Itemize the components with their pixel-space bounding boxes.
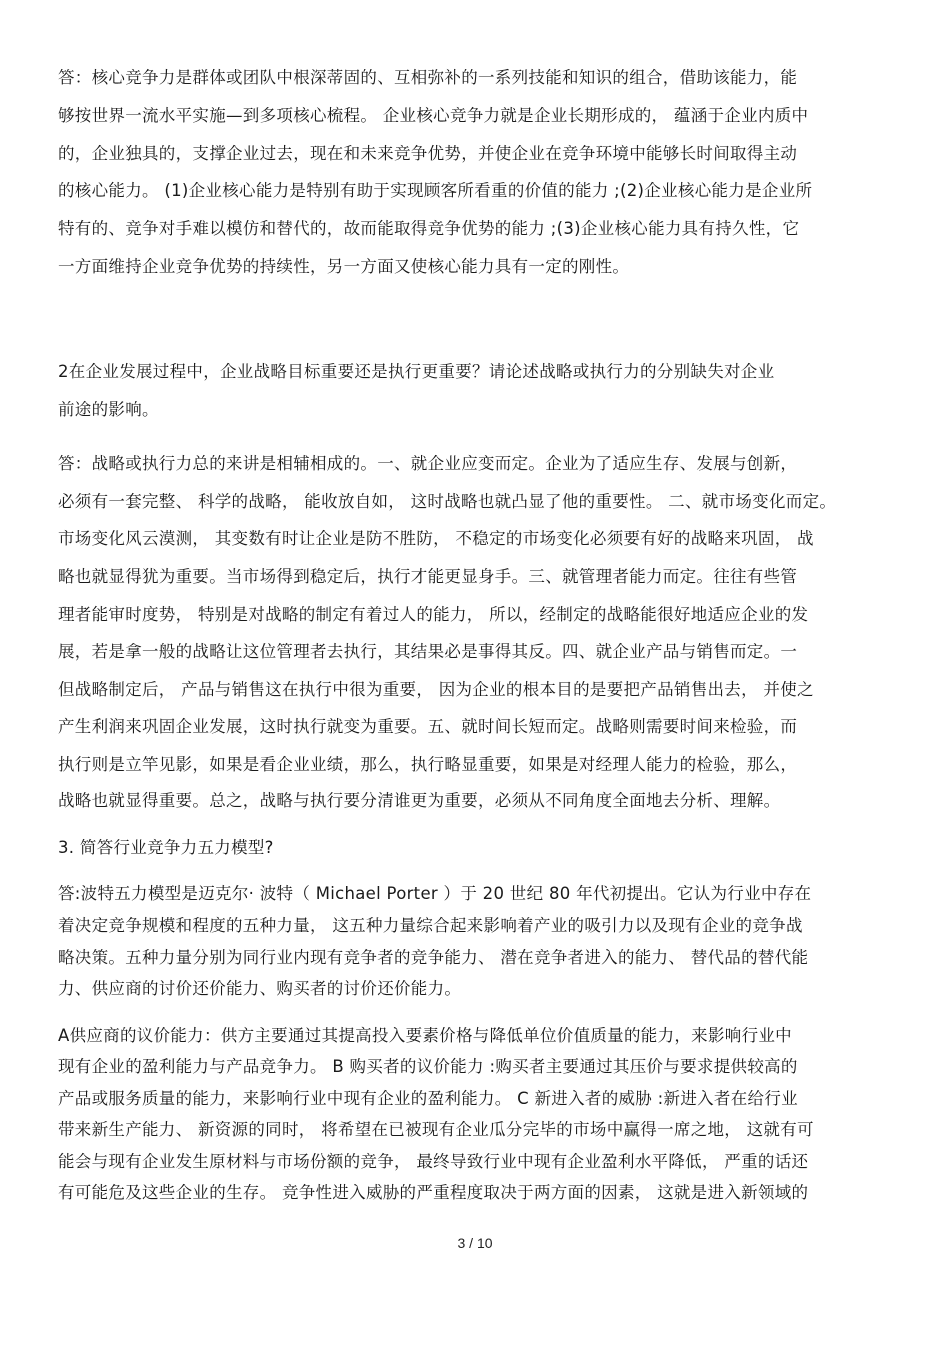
paragraph-line: A供应商的议价能力：供方主要通过其提高投入要素价格与降低单位价值质量的能力，来影响行业中 bbox=[58, 1026, 792, 1045]
paragraph-line: 必须有一套完整、 科学的战略， 能收放自如， 这时战略也就凸显了他的重要性。 二、就市场变化而定。 bbox=[58, 492, 837, 511]
paragraph-line: 略也就显得犹为重要。当市场得到稳定后，执行才能更显身手。三、就管理者能力而定。往往有些管 bbox=[58, 567, 798, 586]
paragraph-line: 理者能审时度势， 特别是对战略的制定有着过人的能力， 所以，经制定的战略能很好地适应企业的发 bbox=[58, 605, 809, 624]
paragraph-line: 产品或服务质量的能力，来影响行业中现有企业的盈利能力。 C 新进入者的威胁 :新进入者在给行业 bbox=[58, 1089, 798, 1108]
paragraph-line: 的，企业独具的，支撑企业过去，现在和未来竞争优势，并使企业在竞争环境中能够长时间取得主动 bbox=[58, 144, 798, 163]
page-indicator: 3 / 10 bbox=[457, 1235, 493, 1251]
paragraph-line: 特有的、竞争对手难以模仿和替代的，故而能取得竞争优势的能力 ;(3)企业核心能力具有持久性，它 bbox=[58, 219, 800, 238]
paragraph-line: 答：战略或执行力总的来讲是相辅相成的。一、就企业应变而定。企业为了适应生存、发展与创新， bbox=[58, 454, 798, 473]
question-line: 3. 简答行业竞争力五力模型? bbox=[58, 838, 274, 857]
paragraph-line: 带来新生产能力、 新资源的同时， 将希望在已被现有企业瓜分完毕的市场中赢得一席之地， 这就有可 bbox=[58, 1120, 814, 1139]
paragraph-line: 产生利润来巩固企业发展，这时执行就变为重要。五、就时间长短而定。战略则需要时间来检验，而 bbox=[58, 717, 798, 736]
paragraph-line: 的核心能力。 (1)企业核心能力是特别有助于实现顾客所看重的价值的能力 ;(2)企业核心能力是企业所 bbox=[58, 181, 813, 200]
paragraph-line: 略决策。五种力量分别为同行业内现有竞争者的竞争能力、 潜在竞争者进入的能力、 替代品的替代能 bbox=[58, 948, 809, 967]
paragraph-line: 战略也就显得重要。总之，战略与执行要分清谁更为重要，必须从不同角度全面地去分析、理解。 bbox=[58, 791, 781, 810]
paragraph-line: 力、供应商的讨价还价能力、购买者的讨价还价能力。 bbox=[58, 979, 462, 998]
paragraph-line: 一方面维持企业竞争优势的持续性，另一方面又使核心能力具有一定的刚性。 bbox=[58, 257, 630, 276]
question-line: 2在企业发展过程中，企业战略目标重要还是执行更重要？请论述战略或执行力的分别缺失对企业 bbox=[58, 362, 775, 381]
paragraph-line: 能会与现有企业发生原材料与市场份额的竞争， 最终导致行业中现有企业盈利水平降低， 严重的话还 bbox=[58, 1152, 809, 1171]
paragraph-line: 够按世界一流水平实施—到多项核心梳程。 企业核心竞争力就是企业长期形成的， 蕴涵于企业内质中 bbox=[58, 106, 809, 125]
paragraph-line: 执行则是立竿见影，如果是看企业业绩，那么，执行略显重要，如果是对经理人能力的检验，那么， bbox=[58, 755, 798, 774]
paragraph-line: 有可能危及这些企业的生存。 竞争性进入威胁的严重程度取决于两方面的因素， 这就是进入新领域的 bbox=[58, 1183, 809, 1202]
question-line: 前途的影响。 bbox=[58, 400, 159, 419]
paragraph-line: 答:波特五力模型是迈克尔· 波特（ Michael Porter ）于 20 世纪 80 年代初提出。它认为行业中存在 bbox=[58, 884, 812, 903]
paragraph-line: 着决定竞争规模和程度的五种力量， 这五种力量综合起来影响着产业的吸引力以及现有企业的竞争战 bbox=[58, 916, 803, 935]
paragraph-line: 市场变化风云漠测， 其变数有时让企业是防不胜防， 不稳定的市场变化必须要有好的战略来巩固， 战 bbox=[58, 529, 814, 548]
paragraph-line: 现有企业的盈利能力与产品竞争力。 B 购买者的议价能力 :购买者主要通过其压价与要求提供较高的 bbox=[58, 1057, 798, 1076]
paragraph-line: 展，若是拿一般的战略让这位管理者去执行，其结果必是事得其反。四、就企业产品与销售而定。一 bbox=[58, 642, 798, 661]
paragraph-line: 答：核心竞争力是群体或团队中根深蒂固的、互相弥补的一系列技能和知识的组合，借助该能力，能 bbox=[58, 68, 798, 87]
paragraph-line: 但战略制定后， 产品与销售这在执行中很为重要， 因为企业的根本目的是要把产品销售出去， 并使之 bbox=[58, 680, 814, 699]
